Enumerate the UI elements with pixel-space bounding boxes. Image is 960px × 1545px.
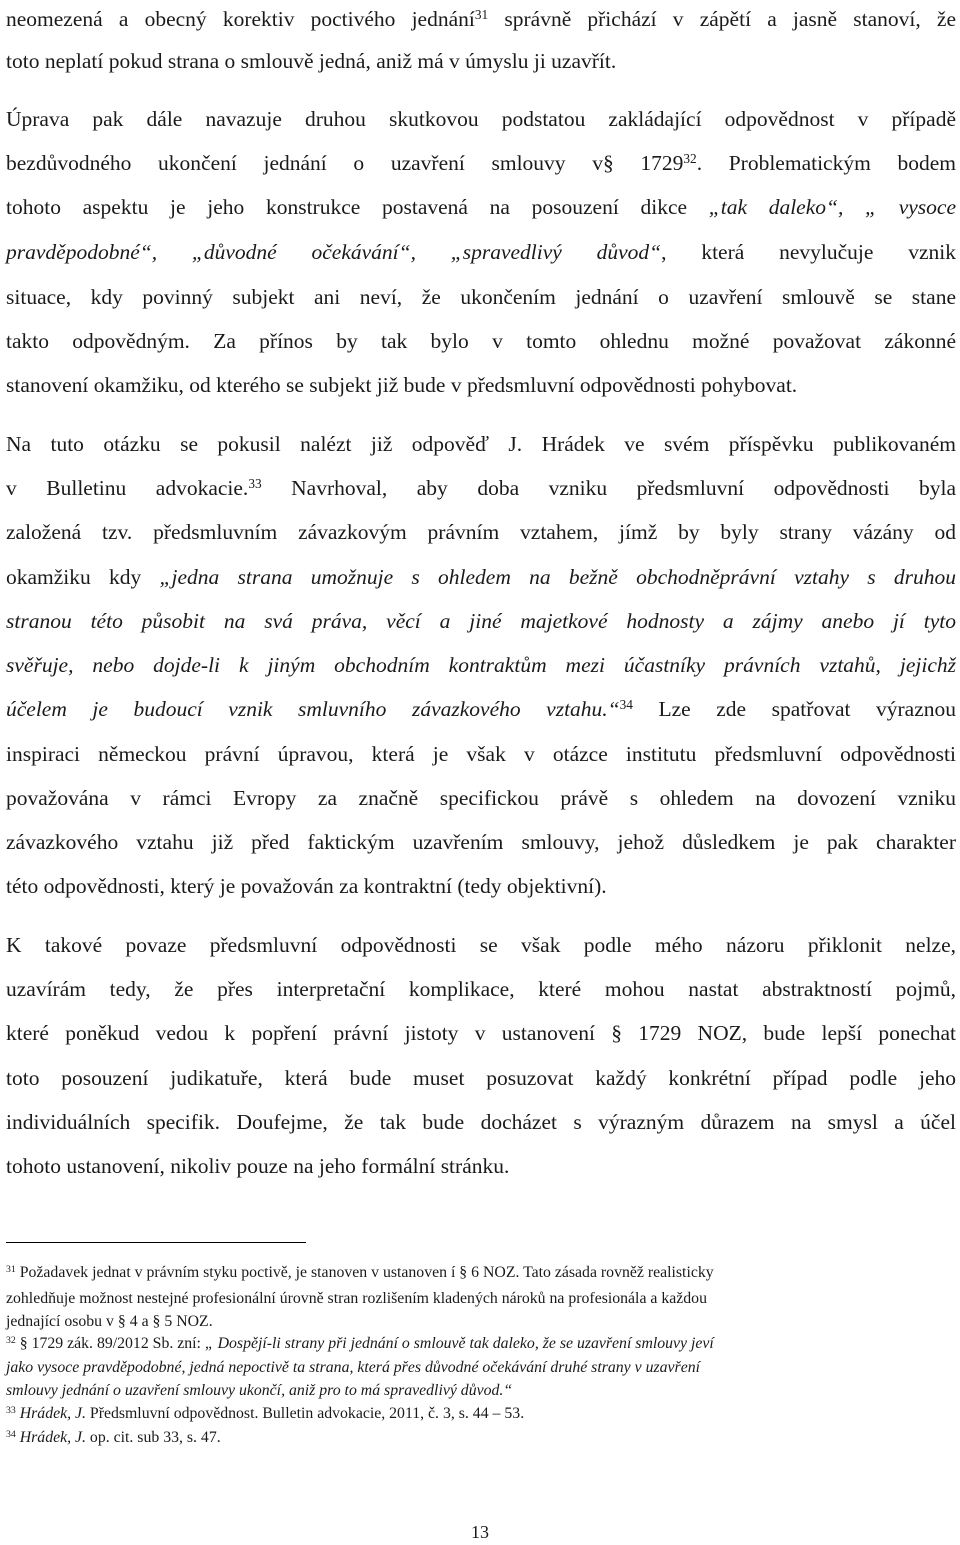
italic-text-run: „ Dospějí-li strany při jednání o smlouvě tak daleko, že se uzavření smlouvy jeví bbox=[204, 1335, 714, 1352]
footnote-line bbox=[6, 1381, 951, 1400]
text-line bbox=[6, 977, 956, 1001]
text-line bbox=[6, 565, 956, 589]
text-run: stanovení okamžiku, od kterého se subjekt již bude v předsmluvní odpovědnosti pohybovat. bbox=[6, 373, 798, 397]
text-run: správně přichází v zápětí a jasně stanoví, že bbox=[488, 7, 956, 31]
text-run: bezdůvodného ukončení jednání o uzavření smlouvy v§ 1729 bbox=[6, 151, 684, 175]
text-run: v Bulletinu advokacie. bbox=[6, 476, 249, 500]
text-run: zohledňuje možnost nestejné profesionální úrovně stran rozlišením kladených nároků na profesionála a každou bbox=[6, 1290, 707, 1307]
italic-text-run: Hrádek, J. bbox=[19, 1405, 86, 1422]
text-line bbox=[6, 933, 956, 957]
text-line bbox=[6, 432, 956, 456]
text-run: takto odpovědným. Za přínos by tak bylo v tomto ohlednu možné považovat zákonné bbox=[6, 329, 956, 353]
footnote-ref: 33 bbox=[6, 1404, 16, 1416]
text-line bbox=[6, 7, 956, 31]
text-line bbox=[6, 609, 956, 633]
text-run: . Problematickým bodem bbox=[696, 151, 956, 175]
footnote-ref: 31 bbox=[474, 6, 489, 22]
footnote-separator bbox=[6, 1242, 306, 1243]
italic-text-run: smlouvy jednání o uzavření smlouvy ukončí, aniž pro to má spravedlivý důvod.“ bbox=[6, 1382, 513, 1399]
text-line bbox=[6, 107, 956, 131]
text-line bbox=[6, 476, 956, 500]
text-run: Předsmluvní odpovědnost. Bulletin advokacie, 2011, č. 3, s. 44 – 53. bbox=[85, 1405, 525, 1422]
text-run: které poněkud vedou k popření právní jistoty v ustanovení § 1729 NOZ, bude lepší ponechat bbox=[6, 1021, 956, 1045]
italic-text-run: jako vysoce pravděpodobné, jedná nepoctivě ta strana, která přes důvodné očekávání druhé strany v uzavření bbox=[6, 1359, 700, 1376]
text-run: individuálních specifik. Doufejme, že tak bude docházet s výrazným důrazem na smysl a účel bbox=[6, 1110, 956, 1134]
footnote-line bbox=[6, 1404, 951, 1423]
text-run: závazkového vztahu již před faktickým uzavřením smlouvy, jehož důsledkem je pak charakter bbox=[6, 830, 956, 854]
text-run: Navrhoval, aby doba vzniku předsmluvní odpovědnosti byla bbox=[261, 476, 956, 500]
text-run: tohoto aspektu je jeho konstrukce postavená na posouzení dikce bbox=[6, 195, 709, 219]
text-run: , která nevylučuje vznik bbox=[661, 240, 956, 264]
text-line bbox=[6, 49, 956, 73]
footnote-ref: 34 bbox=[619, 696, 633, 712]
text-run: neomezená a obecný korektiv poctivého jednání bbox=[6, 7, 475, 31]
text-run: okamžiku kdy bbox=[6, 565, 160, 589]
text-run: této odpovědnosti, který je považován za kontraktní (tedy objektivní). bbox=[6, 874, 607, 898]
text-line bbox=[6, 151, 956, 175]
text-line bbox=[6, 195, 956, 219]
italic-text-run: pravděpodobné“, „důvodné očekávání“, „spravedlivý důvod“ bbox=[6, 240, 662, 264]
footnote-line bbox=[6, 1263, 951, 1282]
text-run: považována v rámci Evropy za značně specifickou právě s ohledem na dovození vzniku bbox=[6, 786, 956, 810]
text-line bbox=[6, 742, 956, 766]
text-line bbox=[6, 1154, 956, 1178]
text-line bbox=[6, 285, 956, 309]
footnote-line bbox=[6, 1312, 951, 1331]
footnote-ref: 32 bbox=[6, 1334, 16, 1346]
text-run: Požadavek jednat v právním styku poctivě, je stanoven v ustanoven í § 6 NOZ. Tato zásada rovněž realisticky bbox=[15, 1264, 714, 1281]
text-run: tohoto ustanovení, nikoliv pouze na jeho formální stránku. bbox=[6, 1154, 510, 1178]
text-run: toto posouzení judikatuře, která bude muset posuzovat každý konkrétní případ podle jeho bbox=[6, 1066, 956, 1090]
text-run: Úprava pak dále navazuje druhou skutkovou podstatou zakládající odpovědnost v případě bbox=[6, 107, 956, 131]
footnote-ref: 33 bbox=[248, 475, 262, 491]
text-run: Na tuto otázku se pokusil nalézt již odpověď J. Hrádek ve svém příspěvku publikovaném bbox=[6, 432, 956, 456]
text-run: inspiraci německou právní úpravou, která je však v otázce institutu předsmluvní odpovědnosti bbox=[6, 742, 956, 766]
italic-text-run: Hrádek, J. bbox=[19, 1429, 86, 1446]
text-run: uzavírám tedy, že přes interpretační komplikace, které mohou nastat abstraktností pojmů, bbox=[6, 977, 956, 1001]
text-run: K takové povaze předsmluvní odpovědnosti se však podle mého názoru přiklonit nelze, bbox=[6, 933, 956, 957]
text-line bbox=[6, 874, 956, 898]
text-run: toto neplatí pokud strana o smlouvě jedná, aniž má v úmyslu ji uzavřít. bbox=[6, 49, 617, 73]
text-line bbox=[6, 653, 956, 677]
text-line bbox=[6, 1066, 956, 1090]
italic-text-run: „jedna strana umožnuje s ohledem na bežně obchodněprávní vztahy s druhou bbox=[159, 565, 956, 589]
footnote-line bbox=[6, 1358, 951, 1377]
text-run: op. cit. sub 33, s. 47. bbox=[85, 1429, 221, 1446]
text-line bbox=[6, 786, 956, 810]
text-line bbox=[6, 520, 956, 544]
page-number: 13 bbox=[471, 1522, 489, 1542]
text-run: Lze zde spatřovat výraznou bbox=[632, 697, 956, 721]
italic-text-run: svěřuje, nebo dojde-li k jiným obchodním kontraktům mezi účastníky právních vztahů, jejichž bbox=[6, 653, 956, 677]
text-line bbox=[6, 830, 956, 854]
footnote-ref: 34 bbox=[6, 1428, 16, 1440]
text-line bbox=[6, 329, 956, 353]
text-run: situace, kdy povinný subjekt ani neví, že ukončením jednání o uzavření smlouvě se stane bbox=[6, 285, 956, 309]
text-line bbox=[6, 240, 956, 264]
footnote-line bbox=[6, 1334, 951, 1353]
italic-text-run: účelem je budoucí vznik smluvního závazkového vztahu.“ bbox=[6, 697, 620, 721]
footnote-line bbox=[6, 1289, 951, 1308]
text-run: založená tzv. předsmluvním závazkovým právním vztahem, jímž by byly strany vázány od bbox=[6, 520, 956, 544]
text-line bbox=[6, 373, 956, 397]
text-line bbox=[6, 1110, 956, 1134]
italic-text-run: stranou této působit na svá práva, věcí a jiné majetkové hodnosty a zájmy anebo jí tyto bbox=[6, 609, 956, 633]
text-line bbox=[6, 697, 956, 721]
footnote-ref: 32 bbox=[683, 150, 697, 166]
footnote-ref: 31 bbox=[6, 1263, 16, 1275]
footnote-line bbox=[6, 1428, 951, 1447]
italic-text-run: „tak daleko“, „ vysoce bbox=[708, 195, 956, 219]
text-line bbox=[6, 1021, 956, 1045]
text-run: jednající osobu v § 4 a § 5 NOZ. bbox=[6, 1313, 213, 1330]
text-run: § 1729 zák. 89/2012 Sb. zní: bbox=[15, 1335, 205, 1352]
